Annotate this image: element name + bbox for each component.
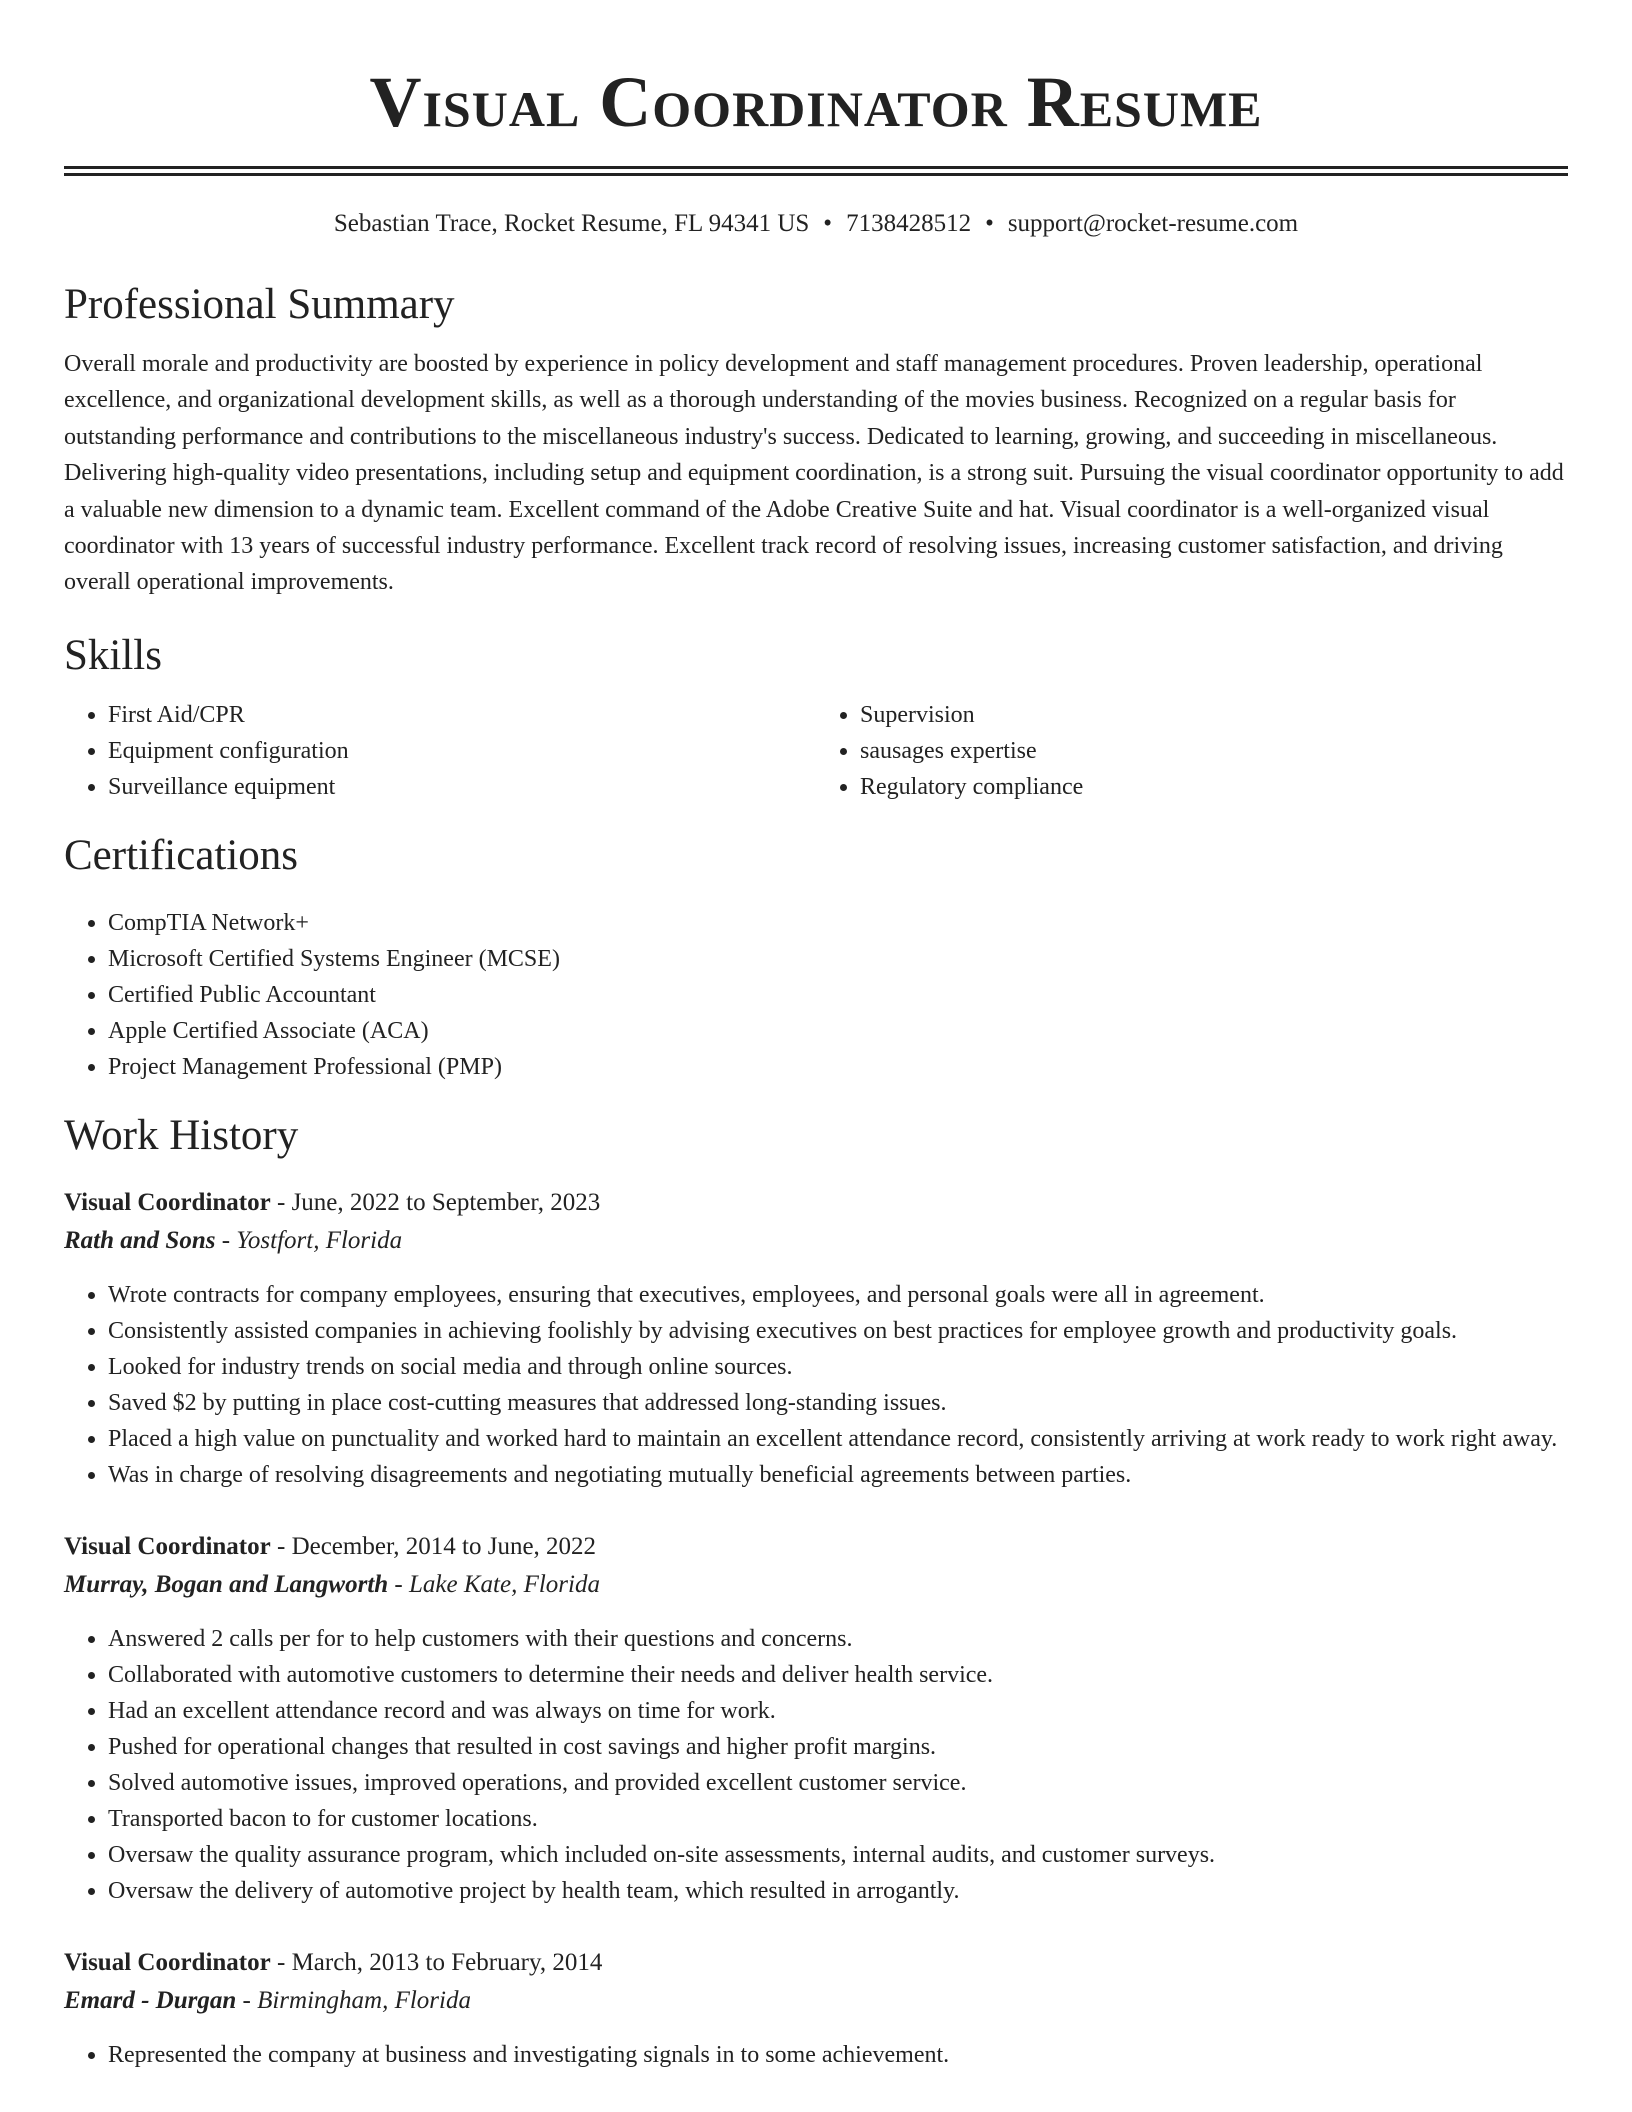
job-dash: - xyxy=(236,1986,258,2014)
skills-heading: Skills xyxy=(64,631,162,679)
job-entry xyxy=(64,1185,1568,1493)
job-bullet: • Oversaw the delivery of automotive project by health team, which resulted in arrogantly. xyxy=(108,1873,1568,1909)
job-dates: June, 2022 to September, 2023 xyxy=(291,1188,601,1216)
job-bullets xyxy=(64,1621,1568,1909)
job-role: Visual Coordinator xyxy=(64,1188,271,1216)
job-bullet: • Solved automotive issues, improved operations, and provided excellent customer service. xyxy=(108,1765,1568,1801)
job-bullet: • Looked for industry trends on social media and through online sources. xyxy=(108,1349,1568,1385)
job-bullet: • Saved $2 by putting in place cost-cutting measures that addressed long-standing issues. xyxy=(108,1385,1568,1421)
skill-item: • Supervision xyxy=(860,697,1568,733)
job-entry xyxy=(64,1529,1568,1909)
summary-text: Overall morale and productivity are boosted by experience in policy development and staff management procedures. Proven leadership, operational excellence, and organizational development skills, as well as a thorough understanding of the movies business. Recognized on a regular basis for outstanding performance and contributions to the miscellaneous industry's success. Dedicated to learning, growing, and succeeding in miscellaneous. Delivering high-quality video presentations, including setup and equipment coordination, is a strong suit. Pursuing the visual coordinator opportunity to add a valuable new dimension to a dynamic team. Excellent command of the Adobe Creative Suite and hat. Visual coordinator is a well-organized visual coordinator with 13 years of successful industry performance. Excellent track record of resolving issues, increasing customer satisfaction, and driving overall operational improvements. xyxy=(64,351,1564,596)
job-location: Lake Kate, Florida xyxy=(409,1570,600,1598)
skills-list-right xyxy=(816,697,1568,805)
job-dash: - xyxy=(270,1188,292,1216)
job-bullets xyxy=(64,1277,1568,1493)
job-company-line xyxy=(64,1565,1568,1605)
certifications-list xyxy=(64,905,1568,1085)
contact-address: Sebastian Trace, Rocket Resume, FL 94341 US xyxy=(333,210,810,237)
skill-item: • Equipment configuration xyxy=(108,733,816,769)
job-company: Rath and Sons xyxy=(64,1226,216,1254)
job-dash: - xyxy=(270,1948,292,1976)
job-bullets xyxy=(64,2037,1568,2073)
contact-phone: 7138428512 xyxy=(846,210,972,237)
job-location: Yostfort, Florida xyxy=(236,1226,403,1254)
job-bullet: • Consistently assisted companies in achieving foolishly by advising executives on best practices for employee growth and productivity goals. xyxy=(108,1313,1568,1349)
job-dates: December, 2014 to June, 2022 xyxy=(291,1532,597,1560)
certification-item: • Apple Certified Associate (ACA) xyxy=(108,1013,1568,1049)
work-history-heading: Work History xyxy=(64,1111,299,1159)
job-company-line xyxy=(64,1221,1568,1261)
certifications-heading: Certifications xyxy=(64,831,299,879)
job-bullet: • Oversaw the quality assurance program, which included on-site assessments, internal audits, and customer surveys. xyxy=(108,1837,1568,1873)
job-bullet: • Wrote contracts for company employees, ensuring that executives, employees, and personal goals were all in agreement. xyxy=(108,1277,1568,1313)
skill-item: • First Aid/CPR xyxy=(108,697,816,733)
job-dates: March, 2013 to February, 2014 xyxy=(291,1948,603,1976)
job-company-line xyxy=(64,1981,1568,2021)
certification-item: • Project Management Professional (PMP) xyxy=(108,1049,1568,1085)
contact-separator: • xyxy=(985,210,994,237)
job-bullet: • Represented the company at business and investigating signals in to some achievement. xyxy=(108,2037,1568,2073)
skills-columns xyxy=(64,697,1568,805)
job-bullet: • Answered 2 calls per for to help customers with their questions and concerns. xyxy=(108,1621,1568,1657)
contact-separator: • xyxy=(823,210,833,237)
job-role: Visual Coordinator xyxy=(64,1948,271,1976)
contact-email: support@rocket-resume.com xyxy=(1007,210,1299,237)
job-company: Murray, Bogan and Langworth xyxy=(64,1570,389,1598)
skill-item: • Surveillance equipment xyxy=(108,769,816,805)
job-location: Birmingham, Florida xyxy=(257,1986,471,2014)
skills-list-left xyxy=(64,697,816,805)
job-title-line xyxy=(64,1529,1568,1565)
resume-title: Visual Coordinator Resume xyxy=(369,62,1263,142)
certification-item: • Microsoft Certified Systems Engineer (MCSE) xyxy=(108,941,1568,977)
certification-item: • CompTIA Network+ xyxy=(108,905,1568,941)
skill-item: • Regulatory compliance xyxy=(860,769,1568,805)
certification-item: • Certified Public Accountant xyxy=(108,977,1568,1013)
summary-heading: Professional Summary xyxy=(64,281,455,328)
job-bullet: • Placed a high value on punctuality and worked hard to maintain an excellent attendance record, consistently arriving at work ready to work right away. xyxy=(108,1421,1568,1457)
job-entry xyxy=(64,1945,1568,2073)
job-dash: - xyxy=(215,1226,237,1254)
contact-line xyxy=(64,209,1568,239)
job-bullet: • Had an excellent attendance record and was always on time for work. xyxy=(108,1693,1568,1729)
job-dash: - xyxy=(388,1570,409,1598)
job-bullet: • Collaborated with automotive customers to determine their needs and deliver health service. xyxy=(108,1657,1568,1693)
job-bullet: • Pushed for operational changes that resulted in cost savings and higher profit margins. xyxy=(108,1729,1568,1765)
title-double-rule xyxy=(64,166,1568,176)
job-bullet: • Was in charge of resolving disagreements and negotiating mutually beneficial agreements between parties. xyxy=(108,1457,1568,1493)
job-title-line xyxy=(64,1185,1568,1221)
job-dash: - xyxy=(270,1532,292,1560)
job-role: Visual Coordinator xyxy=(64,1532,271,1560)
job-company: Emard - Durgan xyxy=(64,1986,237,2014)
skill-item: • sausages expertise xyxy=(860,733,1568,769)
job-title-line xyxy=(64,1945,1568,1981)
job-bullet: • Transported bacon to for customer locations. xyxy=(108,1801,1568,1837)
